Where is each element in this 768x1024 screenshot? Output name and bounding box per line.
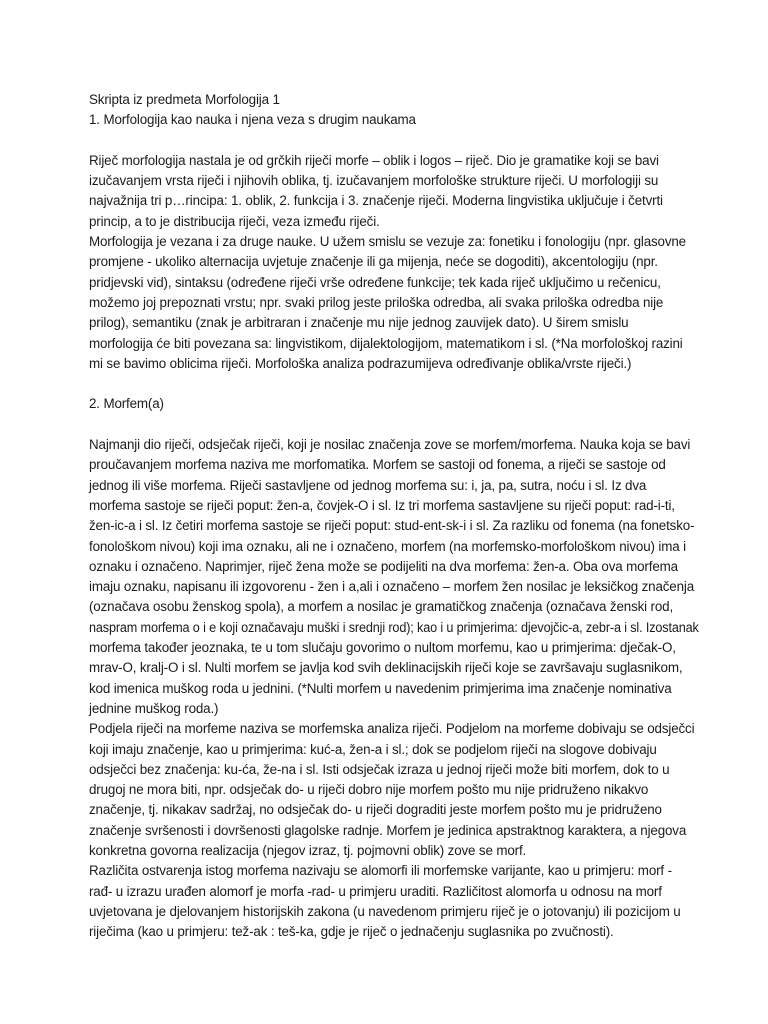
text-line: oznaku i označeno. Naprimjer, riječ žena može se podijeliti na dva morfema: žen-a. Oba ova morfema	[89, 558, 678, 574]
text-line: prilog), semantiku (znak je arbitraran i značenje mu nije jednog zauvijek dato). U širem smislu	[89, 315, 629, 331]
blank-line	[89, 415, 699, 435]
text-line: Morfologija je vezana i za druge nauke. U užem smislu se vezuje za: fonetiku i fonologiju (npr. glasovne	[89, 234, 686, 250]
text-line: promjene - ukoliko alternacija uvjetuje značenje ili ga mijenja, neće se dogoditi), akcentologiju (npr.	[89, 254, 658, 270]
document-page	[89, 90, 699, 942]
text-line: žen-ic-a i sl. Iz četiri morfema sastoje se riječi poput: stud-ent-sk-i i sl. Za razliku od fonema (na fonetsko-	[89, 518, 695, 534]
text-line: pridjevski vid), sintaksu (određene riječi vrše određene funkcije; tek kada riječ uključimo u rečenicu,	[89, 274, 661, 290]
text-line: proučavanjem morfema naziva me morfomatika. Morfem se sastoji od fonema, a riječi se sastoje od	[89, 457, 666, 473]
section-2-body	[89, 435, 699, 942]
text-line: koji imaju značenje, kao u primjerima: kuć-a, žen-a i sl.; dok se podjelom riječi na slogove dobivaju	[89, 741, 657, 757]
text-line: Najmanji dio riječi, odsječak riječi, koji je nosilac značenja zove se morfem/morfema. Nauka koja se bavi	[89, 437, 691, 453]
section-1-heading: 1. Morfologija kao nauka i njena veza s drugim naukama	[89, 112, 416, 128]
text-line: Podjela riječi na morfeme naziva se morfemska analiza riječi. Podjelom na morfeme dobivaju se odsječci	[89, 721, 695, 737]
text-line: (označava osobu ženskog spola), a morfem a nosilac je gramatičkog značenja (označava ženski rod,	[89, 599, 674, 615]
text-line: jednog ili više morfema. Riječi sastavljene od jednog morfema su: i, ja, pa, sutra, noću i sl. Iz dva	[89, 477, 647, 493]
text-line: jednine muškog roda.)	[89, 700, 219, 716]
text-line: naspram morfema o i e koji označavaju muški i srednji rod); kao i u primjerima: djevojčic-a, zebr-a i sl. Izostanak	[89, 619, 699, 635]
text-line: drugoj ne mora biti, npr. odsječak do- u riječi dobro nije morfem pošto mu nije pridruženo nikakvo	[89, 782, 649, 798]
text-line: Riječ morfologija nastala je od grčkih riječi morfe – oblik i logos – riječ. Dio je gramatike koji se bavi	[89, 152, 659, 168]
text-line: fonološkom nivou) koji ima oznaku, ali ne i označeno, morfem (na morfemsko-morfološkom nivou) ima i	[89, 538, 686, 554]
text-line: morfema sastoje se riječi poput: žen-a, čovjek-O i sl. Iz tri morfema sastavljene su riječi poput: rad-i-ti,	[89, 497, 675, 513]
text-line: Različita ostvarenja istog morfema nazivaju se alomorfi ili morfemske varijante, kao u primjeru: morf -	[89, 863, 672, 879]
text-line: kod imenica muškog roda u jednini. (*Nulti morfem u navedenim primjerima ima značenje nominativa	[89, 680, 672, 696]
text-line: morfema također jeoznaka, te u tom slučaju govorimo o nultom morfemu, kao u primjerima: dječak-O,	[89, 640, 676, 656]
blank-line	[89, 374, 699, 394]
section-1-body	[89, 151, 699, 374]
text-line: konkretna govorna realizacija (njegov izraz, tj. pojmovni oblik) zove se morf.	[89, 842, 527, 858]
text-line: odsječci bez značenja: ku-ća, že-na i sl. Isti odsječak izraza u jednoj riječi može biti morfem, dok to u	[89, 761, 670, 777]
text-line: najvažnija tri p…rincipa: 1. oblik, 2. funkcija i 3. značenje riječi. Moderna lingvistika uključuje i četvrti	[89, 193, 663, 209]
text-line: možemo joj prepoznati vrstu; npr. svaki prilog jeste priloška odredba, ali svaka priloška odredba nije	[89, 294, 664, 310]
text-line: značenje, tj. nikakav sadržaj, no odsječak do- u riječi dograditi jeste morfem pošto mu je pridruženo	[89, 802, 662, 818]
text-line: imaju oznaku, napisanu ili izgovorenu - žen i a,ali i označeno – morfem žen nosilac je leksičkog značenja	[89, 579, 695, 595]
text-line: morfologija će biti povezana sa: lingvistikom, dijalektologijom, matematikom i sl. (*Na morfološkoj razini	[89, 335, 683, 351]
text-line: princip, a to je distribucija riječi, veza između riječi.	[89, 213, 380, 229]
text-line: mi se bavimo oblicima riječi. Morfološka analiza podrazumijeva određivanje oblika/vrste riječi.)	[89, 355, 632, 371]
text-line: izučavanjem vrsta riječi i njihovih oblika, tj. izučavanjem morfološke strukture riječi. U morfologiji su	[89, 173, 659, 189]
text-line: mrav-O, kralj-O i sl. Nulti morfem se javlja kod svih deklinacijskih riječi koje se završavaju suglasnikom,	[89, 660, 683, 676]
text-line: rađ- u izrazu urađen alomorf je morfa -rad- u primjeru uraditi. Različitost alomorfa u odnosu na morf	[89, 883, 662, 899]
blank-line	[89, 131, 699, 151]
document-title: Skripta iz predmeta Morfologija 1	[89, 92, 280, 107]
text-line: uvjetovana je djelovanjem historijskih zakona (u navedenom primjeru riječ je o jotovanju) ili pozicijom u	[89, 903, 681, 919]
text-line: riječima (kao u primjeru: tež-ak : teš-ka, gdje je riječ o jednačenju suglasnika po zvučnosti).	[89, 924, 614, 940]
section-2-heading: 2. Morfem(a)	[89, 396, 164, 412]
text-line: značenje svršenosti i dovršenosti glagolske radnje. Morfem je jedinica apstraktnog karaktera, a njegova	[89, 822, 687, 838]
